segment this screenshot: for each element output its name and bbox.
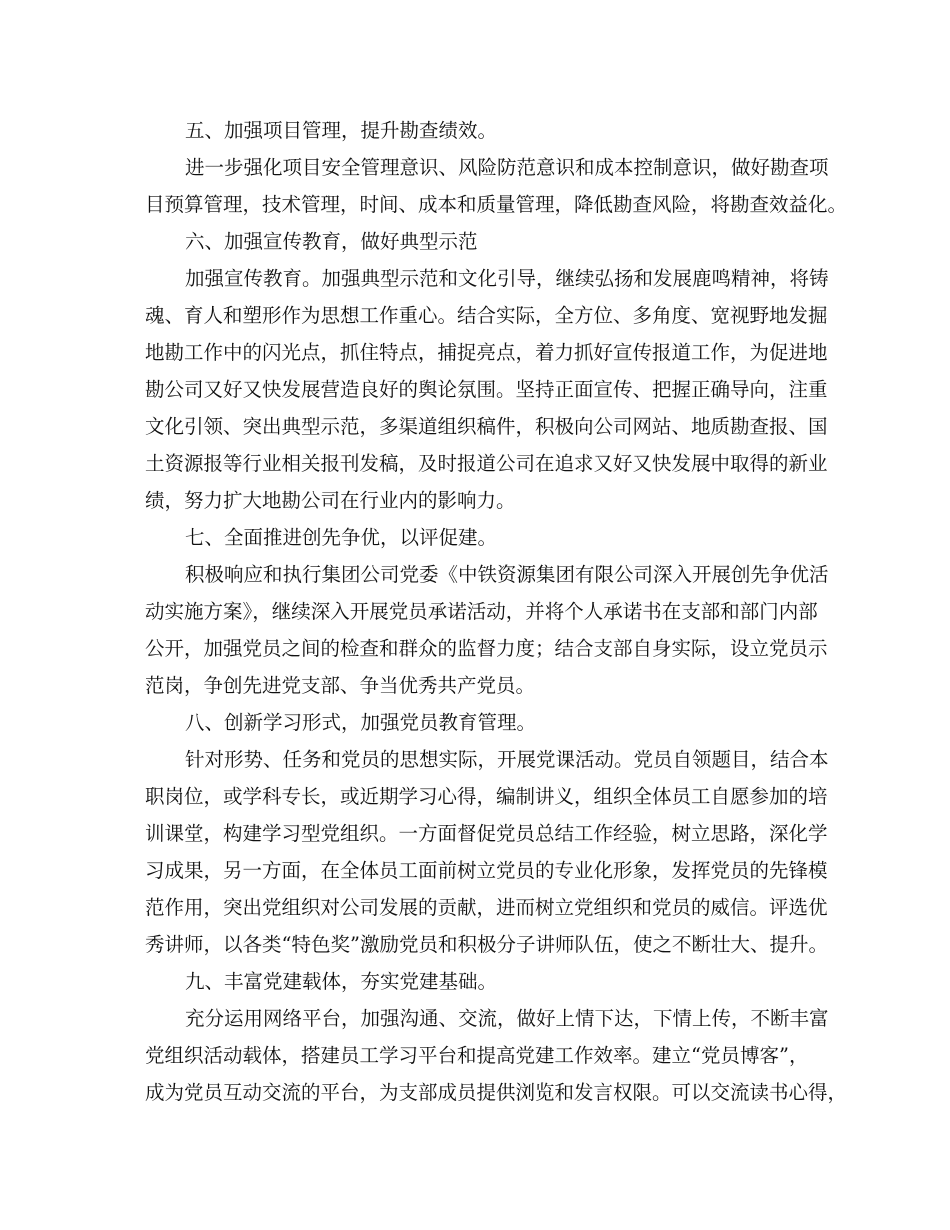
paragraph-line: 公开，加强党员之间的检查和群众的监督力度；结合支部自身实际，设立党员示 — [145, 637, 828, 660]
paragraph-line: 动实施方案》，继续深入开展党员承诺活动，并将个人承诺书在支部和部门内部 — [145, 600, 818, 623]
paragraph-line: 地勘工作中的闪光点，抓住特点，捕捉亮点，着力抓好宣传报道工作，为促进地 — [145, 341, 828, 364]
paragraph-line: 文化引领、突出典型示范，多渠道组织稿件，积极向公司网站、地质勘查报、国 — [145, 415, 828, 438]
paragraph-line: 习成果，另一方面，在全体员工面前树立党员的专业化形象，发挥党员的先锋模 — [145, 859, 828, 882]
paragraph-line: 针对形势、任务和党员的思想实际，开展党课活动。党员自领题目，结合本 — [185, 748, 829, 771]
paragraph-line: 目预算管理，技术管理，时间、成本和质量管理，降低勘查风险，将勘查效益化。 — [145, 193, 848, 216]
section-heading-5: 五、加强项目管理，提升勘查绩效。 — [185, 119, 498, 142]
paragraph-line: 范作用，突出党组织对公司发展的贡献，进而树立党组织和党员的威信。评选优 — [145, 896, 828, 919]
paragraph-line: 进一步强化项目安全管理意识、风险防范意识和成本控制意识，做好勘查项 — [185, 156, 829, 179]
paragraph-line: 加强宣传教育。加强典型示范和文化引导，继续弘扬和发展鹿鸣精神，将铸 — [185, 267, 829, 290]
section-heading-7: 七、全面推进创先争优，以评促建。 — [185, 526, 498, 549]
paragraph-line: 成为党员互动交流的平台，为支部成员提供浏览和发言权限。可以交流读书心得， — [145, 1081, 848, 1104]
paragraph-line: 土资源报等行业相关报刊发稿，及时报道公司在追求又好又快发展中取得的新业 — [145, 452, 828, 475]
paragraph-line: 党组织活动载体，搭建员工学习平台和提高党建工作效率。建立“党员博客”， — [145, 1044, 809, 1067]
paragraph-line: 范岗，争创先进党支部、争当优秀共产党员。 — [145, 674, 536, 697]
paragraph-line: 训课堂，构建学习型党组织。一方面督促党员总结工作经验，树立思路，深化学 — [145, 822, 828, 845]
paragraph-line: 充分运用网络平台，加强沟通、交流，做好上情下达，下情上传，不断丰富 — [185, 1007, 829, 1030]
paragraph-line: 绩，努力扩大地勘公司在行业内的影响力。 — [145, 489, 516, 512]
paragraph-line: 勘公司又好又快发展营造良好的舆论氛围。坚持正面宣传、把握正确导向，注重 — [145, 378, 828, 401]
section-heading-6: 六、加强宣传教育，做好典型示范 — [185, 230, 478, 253]
section-heading-9: 九、丰富党建载体，夯实党建基础。 — [185, 970, 498, 993]
paragraph-line: 职岗位，或学科专长，或近期学习心得，编制讲义，组织全体员工自愿参加的培 — [145, 785, 828, 808]
paragraph-line: 积极响应和执行集团公司党委《中铁资源集团有限公司深入开展创先争优活 — [185, 563, 829, 586]
section-heading-8: 八、创新学习形式，加强党员教育管理。 — [185, 711, 537, 734]
paragraph-line: 秀讲师，以各类“特色奖”激励党员和积极分子讲师队伍，使之不断壮大、提升。 — [145, 933, 828, 956]
paragraph-line: 魂、育人和塑形作为思想工作重心。结合实际，全方位、多角度、宽视野地发掘 — [145, 304, 828, 327]
